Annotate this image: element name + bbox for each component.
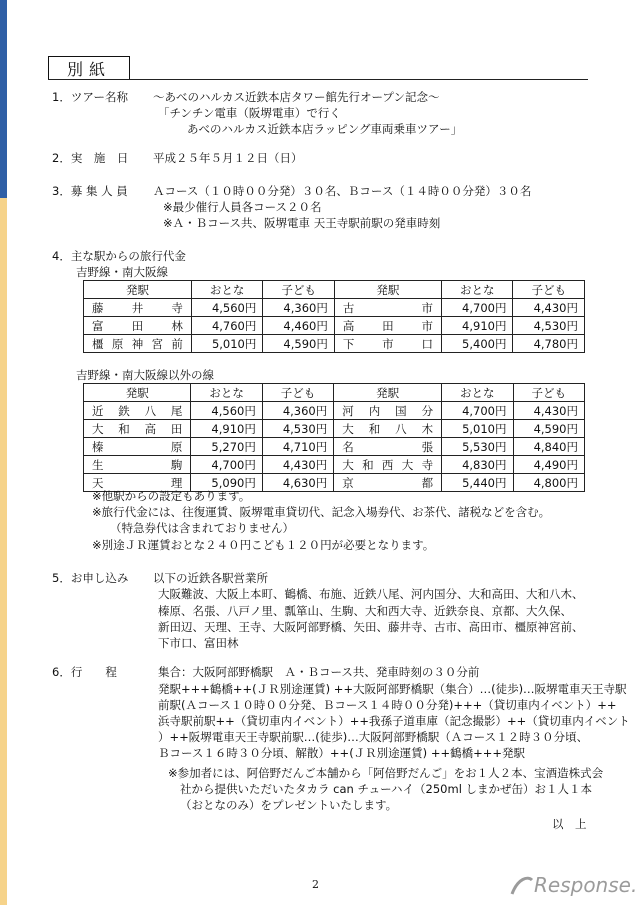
s5-line4: 新田辺、天理、王寺、大阪阿部野橋、矢田、藤井寺、古市、高田市、橿原神宮前、 [158,620,584,634]
s5-label: 5．お申し込み [52,571,129,585]
adult-fare-cell: 4,560円 [191,299,262,317]
s5-line2: 大阪難波、大阪上本町、鶴橋、布施、近鉄八尾、河内国分、大和高田、大和八木、 [158,587,584,601]
header-cell: 発駅 [334,384,442,402]
s4-note2: ※旅行代金には、往復運賃、阪堺電車貸切代、記念入場券代、お茶代、諸税などを含む。 [92,505,551,519]
s3-value: Ａコース（１０時００分発）３０名、Ｂコース（１４時００分発）３０名 [153,184,532,198]
child-fare-cell: 4,430円 [513,402,585,420]
s6-label: 6．行 程 [52,665,117,679]
station-cell: 高田市 [334,317,441,335]
s1-label: 1．ツアー名称 [52,90,128,104]
s6-line5: ）++阪堺電車天王寺駅前駅…(徒歩)…大阪阿部野橋駅（Ａコース１２時３０分頃、 [158,730,589,744]
station-cell: 大和高田 [84,420,191,438]
child-fare-cell: 4,490円 [513,456,585,474]
table-row [84,299,585,317]
s5-line5: 下市口、富田林 [158,636,239,650]
s6-line2: 発駅+++鶴橋++(ＪＲ別途運賃) ++大阪阿部野橋駅（集合）…(徒歩)…阪堺電車天王寺駅 [158,682,627,696]
s4-note4: ※別途ＪＲ運賃おとな２４０円こども１２０円が必要となります。 [92,538,435,552]
child-fare-cell: 4,800円 [513,474,585,492]
header-cell: おとな [191,384,262,402]
header-cell: 子ども [513,281,585,299]
adult-fare-cell: 5,010円 [442,420,513,438]
station-cell: 京都 [334,474,442,492]
station-cell: 名張 [334,438,442,456]
station-cell: 藤井寺 [84,299,192,317]
adult-fare-cell: 5,010円 [191,335,262,353]
child-fare-cell: 4,460円 [263,317,334,335]
fare-table-other-lines [83,383,585,492]
child-fare-cell: 4,530円 [262,420,333,438]
logo-swoosh-icon [510,872,534,898]
attachment-badge: 別紙 [48,56,130,80]
s4-note1: ※他駅からの設定もあります。 [92,489,251,503]
s6-line1: 集合：大阪阿部野橋駅 Ａ・Ｂコース共、発車時刻の３０分前 [158,665,480,679]
s2-value: 平成２５年５月１２日（日） [153,151,303,165]
adult-fare-cell: 5,090円 [191,474,262,492]
station-cell: 大和西大寺 [334,456,442,474]
adult-fare-cell: 4,910円 [191,420,262,438]
station-cell: 近鉄八尾 [84,402,191,420]
adult-fare-cell: 4,830円 [442,456,513,474]
table1-title: 吉野線・南大阪線 [76,265,168,279]
header-divider [48,79,588,80]
s6-note3: （おとなのみ）をプレゼントいたします。 [180,798,398,812]
s6-note1: ※参加者には、阿倍野だんご本舗から「阿倍野だんご」をお１人２本、宝酒造株式会 [168,766,604,780]
adult-fare-cell: 5,440円 [442,474,513,492]
s1-line1: ～あべのハルカス近鉄本店タワー館先行オープン記念～ [153,90,440,104]
adult-fare-cell: 5,270円 [191,438,262,456]
table-header-row [84,384,585,402]
child-fare-cell: 4,530円 [513,317,585,335]
s6-line3: 前駅(Ａコース１０時００分発、Ｂコース１４時００分発)+++（貸切車内イベント）++ [158,698,617,712]
response-logo [520,872,638,898]
s3-note1: ※最少催行人員各コース２０名 [163,200,322,214]
header-cell: 発駅 [334,281,441,299]
child-fare-cell: 4,590円 [513,420,585,438]
adult-fare-cell: 4,760円 [191,317,262,335]
child-fare-cell: 4,840円 [513,438,585,456]
table-row [84,438,585,456]
s4-label: 4．主な駅からの旅行代金 [52,249,186,263]
header-cell: おとな [442,281,513,299]
station-cell: 生駒 [84,456,191,474]
header-cell: 子ども [263,281,334,299]
station-cell: 天理 [84,474,191,492]
s3-note2: ※Ａ・Ｂコース共、阪堺電車 天王寺駅前駅の発車時刻 [163,216,441,230]
header-cell: 子ども [513,384,585,402]
station-cell: 橿原神宮前 [84,335,192,353]
child-fare-cell: 4,360円 [262,402,333,420]
fare-table-yoshino [83,280,585,353]
station-cell: 下市口 [334,335,441,353]
station-cell: 大和八木 [334,420,442,438]
child-fare-cell: 4,360円 [263,299,334,317]
sidebar-accent-blue [0,0,7,198]
s6-line6: Ｂコース１６時３０分頃、解散）++(ＪＲ別途運賃) ++鶴橋+++発駅 [158,746,526,760]
child-fare-cell: 4,430円 [513,299,585,317]
adult-fare-cell: 5,530円 [442,438,513,456]
header-cell: おとな [191,281,262,299]
sidebar-accent-yellow [0,198,7,905]
header-cell: 子ども [262,384,333,402]
header-cell: おとな [442,384,513,402]
station-cell: 富田林 [84,317,192,335]
table-row [84,420,585,438]
s5-line1: 以下の近鉄各駅営業所 [153,571,268,585]
station-cell: 河内国分 [334,402,442,420]
child-fare-cell: 4,710円 [262,438,333,456]
table-row [84,402,585,420]
adult-fare-cell: 4,700円 [442,299,513,317]
table-row [84,335,585,353]
table-header-row [84,281,585,299]
s4-note3: （特急券代は含まれておりません） [110,521,294,535]
s3-label: 3．募 集 人 員 [52,184,128,198]
s1-line3: あべのハルカス近鉄本店ラッピング車両乗車ツアー」 [187,122,463,136]
s6-line4: 浜寺駅前駅++（貸切車内イベント）++我孫子道車庫（記念撮影）++（貸切車内イベント [158,714,630,728]
s2-label: 2．実 施 日 [52,151,129,165]
child-fare-cell: 4,590円 [263,335,334,353]
header-cell: 発駅 [84,384,191,402]
table-row [84,317,585,335]
adult-fare-cell: 5,400円 [442,335,513,353]
child-fare-cell: 4,430円 [262,456,333,474]
logo-text: Response. [534,873,638,897]
adult-fare-cell: 4,910円 [442,317,513,335]
header-cell: 発駅 [84,281,192,299]
table-row [84,456,585,474]
s5-line3: 榛原、名張、八戸ノ里、瓢箪山、生駒、大和西大寺、近鉄奈良、京都、大久保、 [158,604,572,618]
child-fare-cell: 4,630円 [262,474,333,492]
table2-title: 吉野線・南大阪線以外の線 [76,368,214,382]
adult-fare-cell: 4,560円 [191,402,262,420]
closing-text: 以 上 [552,817,587,831]
station-cell: 榛原 [84,438,191,456]
adult-fare-cell: 4,700円 [191,456,262,474]
station-cell: 古市 [334,299,441,317]
adult-fare-cell: 4,700円 [442,402,513,420]
s1-line2: 「チンチン電車（阪堺電車）で行く [158,106,341,120]
page-number: 2 [312,878,319,891]
child-fare-cell: 4,780円 [513,335,585,353]
s6-note2: 社から提供いただいたタカラ can チューハイ（250ml しまかぜ缶）お１人１本 [180,782,593,796]
